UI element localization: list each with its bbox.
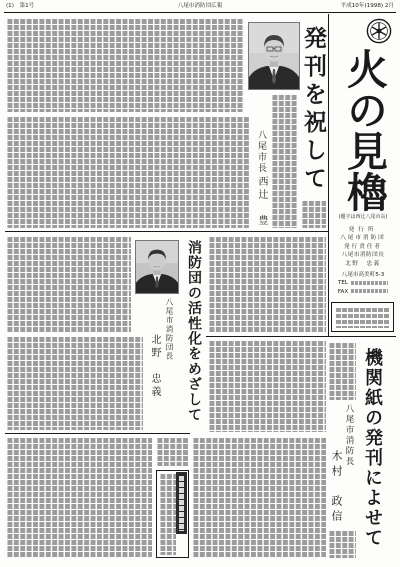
article-1-body-text — [271, 94, 297, 228]
notice-box-heading-band — [176, 472, 187, 534]
notice-box-text — [159, 473, 176, 555]
header-rule — [4, 12, 396, 13]
masthead-title-credit: (題字は西辻八尾市長) — [338, 214, 388, 220]
info-box-text — [335, 306, 390, 328]
article-1-body-text — [6, 116, 250, 228]
publisher-responsible-name: 北野 忠義 — [345, 260, 381, 267]
article-3-body-text — [192, 437, 326, 558]
article-2-body-text — [208, 236, 326, 332]
page-issue-number: (1) 第1号 — [6, 3, 35, 9]
article-2-byline-name: 北野 忠義 — [149, 334, 160, 399]
publisher-info — [330, 226, 396, 296]
tel-number-illegible — [350, 281, 388, 285]
article-1-body-text — [6, 18, 244, 112]
article-2-body-text — [156, 437, 189, 466]
section-divider — [206, 336, 396, 337]
masthead-divider — [328, 14, 329, 336]
article-1-byline-name: 西辻 豊 — [256, 176, 267, 228]
notice-box — [156, 470, 189, 558]
fire-brigade-chief-portrait-photo — [135, 240, 179, 294]
fax-number-illegible — [350, 289, 388, 293]
article-1-body-text — [301, 200, 326, 228]
article-2-body-text — [6, 336, 143, 430]
section-divider — [5, 433, 190, 434]
article-2-body-text — [6, 437, 152, 558]
publisher-label: 発行所 — [348, 227, 378, 233]
fax-label: FAX — [337, 288, 349, 295]
article-1-headline: 発刊を祝して — [300, 26, 327, 194]
article-2-byline-title: 八尾市消防団長 — [165, 298, 174, 361]
publisher-fax — [330, 288, 396, 296]
section-divider — [5, 231, 328, 232]
article-3-body-text — [208, 340, 326, 432]
fire-department-emblem-icon — [366, 18, 392, 44]
publisher-responsible-label: 発行責任者 — [344, 243, 382, 250]
issue-date: 平成10年(1998) 2月 — [340, 3, 394, 9]
paper-name: 八尾市消防団広報 — [177, 3, 223, 9]
article-3-body-text — [328, 342, 356, 400]
tel-label: TEL — [337, 280, 349, 287]
article-3-body-text — [328, 530, 356, 558]
masthead-title: 火の見櫓 — [340, 48, 388, 212]
article-3-headline: 機関紙の発刊によせて — [362, 348, 383, 548]
notice-box-heading-illegible — [179, 475, 184, 531]
publisher-org: 八尾市消防団 — [340, 235, 386, 242]
publisher-address: 八尾市高美町5-3 — [341, 272, 385, 279]
article-2-headline: 消防団の活性化をめざして — [186, 240, 202, 423]
publisher-responsible-title: 八尾市消防団長 — [341, 252, 385, 259]
article-2-body-text — [6, 236, 131, 332]
article-3-byline-name: 木村 政信 — [330, 450, 343, 525]
article-3-byline-title: 八尾市消防長 — [344, 404, 354, 467]
info-box — [331, 302, 394, 332]
publisher-tel — [330, 279, 396, 287]
mayor-portrait-photo — [248, 22, 300, 90]
article-1-byline-title: 八尾市長 — [256, 130, 266, 174]
